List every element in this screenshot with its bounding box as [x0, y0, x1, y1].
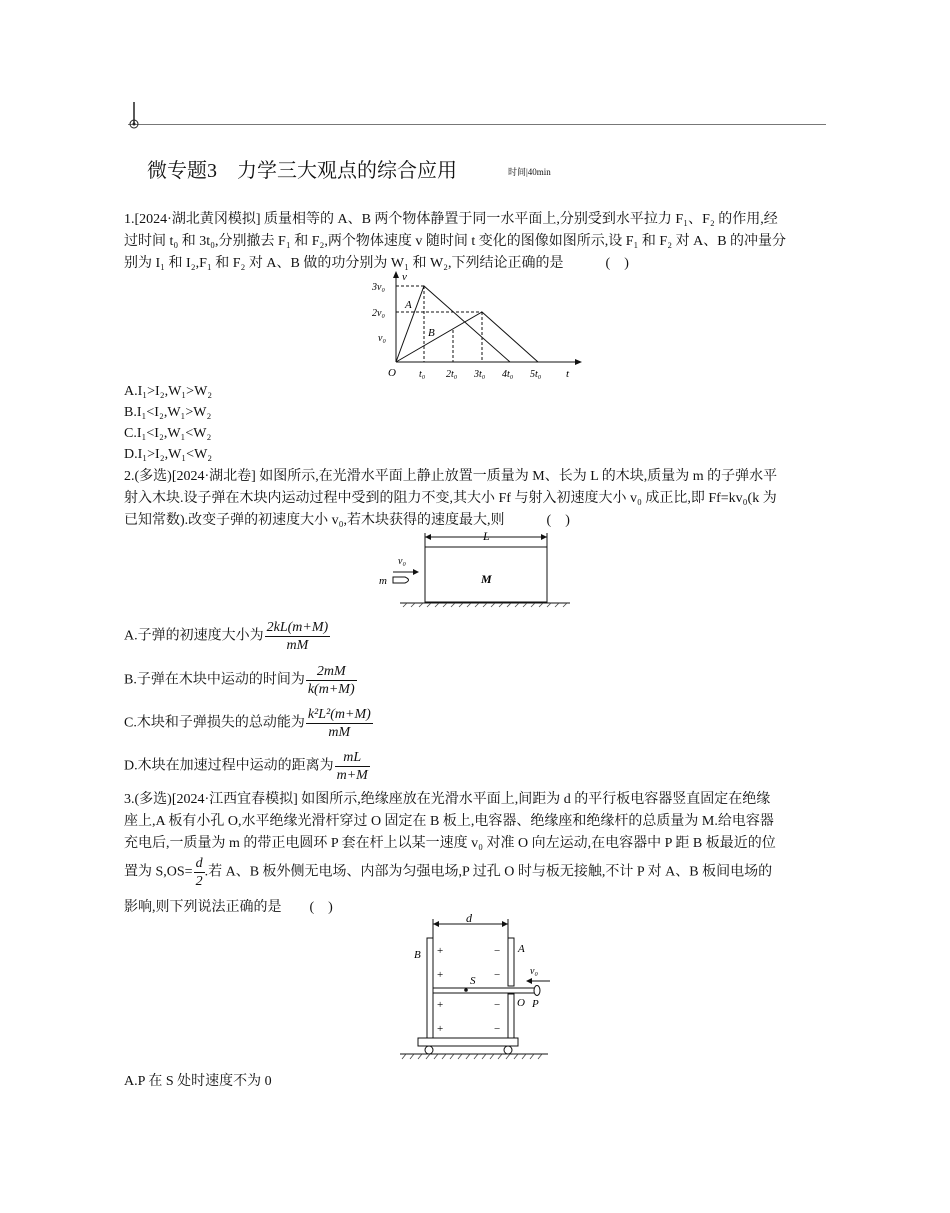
q2-option-b — [124, 663, 357, 698]
q1-graph-ytick-2v0: 2v₀ — [372, 308, 385, 319]
q3-line3: 充电后,一质量为 m 的带正电圆环 P 套在杆上以某一速度 v₀ 对准 O 向左运动,在电容器中 P 距 B 板最近的位 — [124, 836, 776, 851]
q3-fig-p-label: P — [532, 998, 539, 1010]
q3-fig-minus-3: − — [494, 999, 501, 1011]
q2-option-b-numerator: 2mM — [306, 663, 357, 681]
q3-fig-minus-2: − — [494, 969, 501, 981]
q2-fig-length-label: L — [483, 529, 490, 543]
q3-line4-suffix: .若 A、B 板外侧无电场、内部为匀强电场,P 过孔 O 时与板无接触,不计 P 对 A、B 板间电场的 — [204, 864, 773, 880]
q3-fig-d-label: d — [466, 914, 472, 925]
q2-option-b-fraction — [306, 663, 357, 698]
q1-graph-xtick-t0: t₀ — [419, 369, 426, 380]
q3-option-a: A.P 在 S 处时速度不为 0 — [124, 1074, 272, 1089]
q1-option-a: A.I₁>I₂,W₁>W₂ — [124, 384, 213, 399]
q1-option-d: D.I₁>I₂,W₁<W₂ — [124, 447, 213, 462]
q2-bullet-block-figure — [375, 527, 575, 609]
time-label: 时间|40min — [508, 167, 551, 177]
q2-option-a-numerator: 2kL(m+M) — [266, 620, 329, 635]
q1-graph-origin: O — [388, 367, 396, 379]
q2-option-a — [124, 619, 330, 654]
q1-graph-xtick-2t0: 2t₀ — [446, 369, 458, 380]
q3-fig-minus-1: − — [494, 945, 501, 957]
q2-line3: 已知常数).改变子弹的初速度大小 v₀,若木块获得的速度最大,则 ( ) — [124, 513, 570, 528]
q2-option-d — [124, 749, 370, 784]
q3-line4-denominator: 2 — [195, 874, 203, 889]
q3-line1: 3.(多选)[2024·江西宜春模拟] 如图所示,绝缘座放在光滑水平面上,间距为 d 的平行板电容器竖直固定在绝缘 — [124, 792, 771, 807]
q3-capacitor-figure — [398, 914, 558, 1062]
q1-graph-xtick-4t0: 4t₀ — [502, 369, 514, 380]
q2-option-d-denominator: m+M — [336, 768, 368, 783]
q1-option-b: B.I₁<I₂,W₁>W₂ — [124, 405, 212, 420]
q1-graph-label-b: B — [428, 327, 435, 339]
q2-option-a-denominator: mM — [286, 638, 309, 653]
header-rule — [128, 124, 826, 125]
q3-fig-plate-a: A — [518, 943, 525, 955]
q1-graph-x-axis: t — [566, 368, 570, 380]
q2-fig-velocity-label: v₀ — [398, 556, 406, 567]
q2-option-c — [124, 706, 373, 741]
q3-fig-plus-2: + — [437, 969, 444, 981]
q3-line4 — [124, 855, 772, 890]
q3-fig-plus-1: + — [437, 945, 444, 957]
q2-option-d-fraction — [335, 749, 370, 784]
q3-line5: 影响,则下列说法正确的是 ( ) — [124, 900, 333, 915]
q3-fig-v0-label: v₀ — [530, 966, 538, 977]
q3-fig-s-label: S — [470, 975, 476, 987]
q2-option-c-text: C.木块和子弹损失的总动能为 — [124, 715, 305, 731]
q3-fig-plate-b: B — [414, 949, 421, 961]
q1-line1: 1.[2024·湖北黄冈模拟] 质量相等的 A、B 两个物体静置于同一水平面上,分别受到水平拉力 F₁、F₂ 的作用,经 — [124, 212, 778, 227]
q1-option-c: C.I₁<I₂,W₁<W₂ — [124, 426, 212, 441]
q2-option-c-numerator: k²L²(m+M) — [307, 707, 371, 722]
q2-option-b-denominator: k(m+M) — [307, 682, 355, 697]
q1-graph-label-a: A — [405, 299, 412, 311]
q1-graph-y-axis: v — [402, 271, 407, 283]
q2-fig-block-label: M — [481, 572, 492, 586]
q2-option-d-numerator: mL — [335, 749, 370, 767]
q1-vt-graph — [370, 270, 585, 385]
q3-line2: 座上,A 板有小孔 O,水平绝缘光滑杆穿过 O 固定在 B 板上,电容器、绝缘座和绝缘杆的总质量为 M.给电容器 — [124, 814, 774, 829]
page-title: 微专题3 力学三大观点的综合应用 — [147, 160, 457, 182]
q3-line4-numerator: d — [195, 856, 203, 871]
q1-graph-xtick-5t0: 5t₀ — [530, 369, 542, 380]
q3-fig-plus-4: + — [437, 1023, 444, 1035]
q3-fig-minus-4: − — [494, 1023, 501, 1035]
q1-graph-ytick-3v0: 3v₀ — [372, 282, 385, 293]
q1-graph-xtick-3t0: 3t₀ — [474, 369, 486, 380]
q2-fig-bullet-label: m — [379, 575, 387, 587]
q2-option-c-fraction — [306, 706, 373, 741]
q2-line2: 射入木块.设子弹在木块内运动过程中受到的阻力不变,其大小 Ff 与射入初速度大小 v₀ 成正比,即 Ff=kv₀(k 为 — [124, 491, 777, 506]
q3-fig-o-label: O — [517, 997, 525, 1009]
q2-option-a-text: A.子弹的初速度大小为 — [124, 628, 264, 644]
q3-fig-plus-3: + — [437, 999, 444, 1011]
binding-mark-icon — [126, 102, 142, 132]
q1-line2: 过时间 t₀ 和 3t₀,分别撤去 F₁ 和 F₂,两个物体速度 v 随时间 t 变化的图像如图所示,设 F₁ 和 F₂ 对 A、B 的冲量分 — [124, 234, 787, 249]
q3-line4-fraction — [194, 855, 205, 890]
q2-option-c-denominator: mM — [328, 725, 351, 740]
q1-graph-ytick-v0: v₀ — [378, 333, 386, 344]
q3-line4-prefix: 置为 S,OS= — [124, 864, 193, 880]
q2-line1: 2.(多选)[2024·湖北卷] 如图所示,在光滑水平面上静止放置一质量为 M、长为 L 的木块,质量为 m 的子弹水平 — [124, 469, 778, 484]
q1-line3: 别为 I₁ 和 I₂,F₁ 和 F₂ 对 A、B 做的功分别为 W₁ 和 W₂,下列结论正确的是 ( ) — [124, 256, 629, 271]
q2-option-a-fraction — [265, 619, 331, 654]
q2-option-b-text: B.子弹在木块中运动的时间为 — [124, 672, 305, 688]
q2-option-d-text: D.木块在加速过程中运动的距离为 — [124, 758, 334, 774]
